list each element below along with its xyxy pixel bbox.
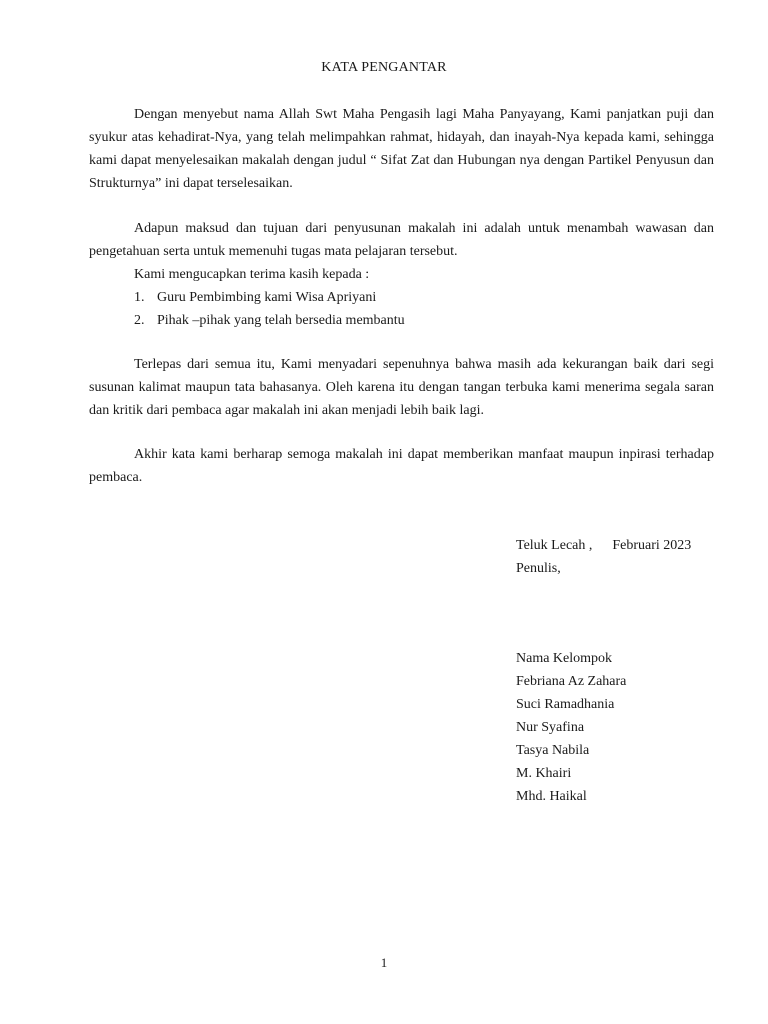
- signature-role: Penulis,: [516, 561, 561, 576]
- paragraph-opening: [89, 103, 714, 195]
- member-name: Nur Syafina: [516, 720, 585, 735]
- member-name: Tasya Nabila: [516, 743, 590, 758]
- member-name: M. Khairi: [516, 766, 572, 781]
- group-members-block: [516, 647, 626, 808]
- paragraph-acknowledgement: [89, 353, 714, 422]
- list-number: 1.: [134, 290, 145, 305]
- list-item-text: Guru Pembimbing kami Wisa Apriyani: [157, 290, 377, 305]
- signature-block: [516, 534, 691, 580]
- paragraph-closing: [89, 443, 714, 489]
- signature-place: Teluk Lecah ,: [516, 538, 593, 553]
- member-name: Mhd. Haikal: [516, 789, 587, 804]
- list-item: [89, 286, 714, 309]
- signature-date: Februari 2023: [612, 538, 692, 553]
- member-name: Febriana Az Zahara: [516, 674, 627, 689]
- group-label: Nama Kelompok: [516, 651, 613, 666]
- page-number: 1: [380, 955, 388, 970]
- thanks-list: [89, 286, 714, 332]
- thanks-intro: Kami mengucapkan terima kasih kepada :: [134, 267, 370, 282]
- list-item-text: Pihak –pihak yang telah bersedia membantu: [157, 313, 405, 328]
- list-item: [89, 309, 714, 332]
- paragraph-text: Dengan menyebut nama Allah Swt Maha Pengasih lagi Maha Panyayang, Kami panjatkan puji dan syukur atas kehadirat-Nya, yang telah melimpahkan rahmat, hidayah, dan inayah-Nya kepada kami, sehingga kami dapat menyelesaikan makalah dengan judul “ Sifat Zat dan Hubungan nya dengan Partikel Penyusun dan Strukturnya” ini dapat terselesaikan.: [89, 107, 714, 191]
- page-title: KATA PENGANTAR: [321, 60, 447, 75]
- paragraph-text: Adapun maksud dan tujuan dari penyusunan makalah ini adalah untuk menambah wawasan dan pengetahuan serta untuk memenuhi tugas mata pelajaran tersebut.: [89, 221, 714, 259]
- member-name: Suci Ramadhania: [516, 697, 615, 712]
- paragraph-text: Terlepas dari semua itu, Kami menyadari sepenuhnya bahwa masih ada kekurangan baik dari segi susunan kalimat maupun tata bahasanya. Oleh karena itu dengan tangan terbuka kami menerima segala saran dan kritik dari pembaca agar makalah ini akan menjadi lebih baik lagi.: [89, 357, 714, 418]
- paragraph-purpose: [89, 217, 714, 332]
- list-number: 2.: [134, 313, 145, 328]
- paragraph-text: Akhir kata kami berharap semoga makalah ini dapat memberikan manfaat maupun inpirasi terhadap pembaca.: [89, 447, 714, 485]
- place-date-line: [516, 534, 691, 557]
